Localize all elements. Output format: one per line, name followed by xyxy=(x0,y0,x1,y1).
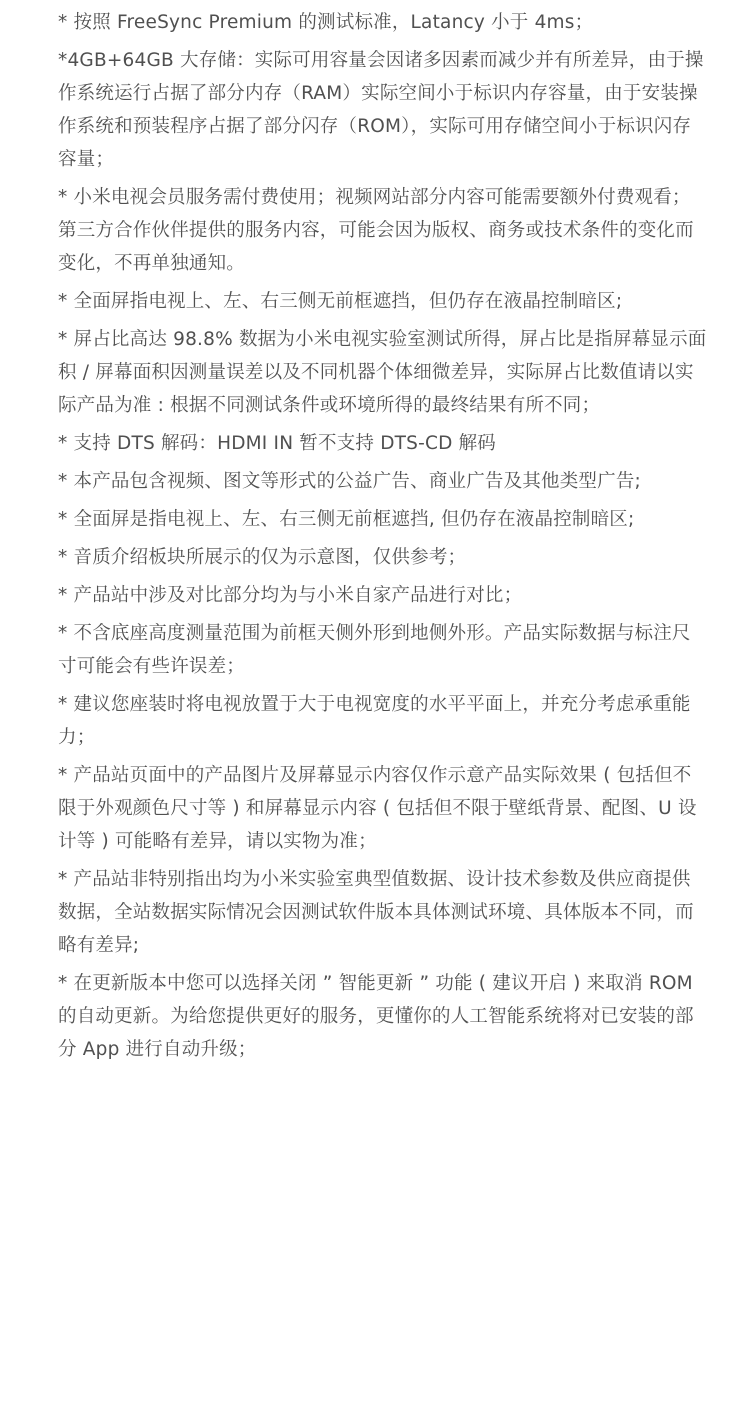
disclaimer-item: * 产品站中涉及对比部分均为与小米自家产品进行对比； xyxy=(58,585,523,606)
disclaimer-item: * 本产品包含视频、图文等形式的公益广告、商业广告及其他类型广告; xyxy=(58,471,641,492)
disclaimer-item: * 全面屏是指电视上、左、右三侧无前框遮挡, 但仍存在液晶控制暗区; xyxy=(58,509,635,530)
disclaimer-item: * 产品站页面中的产品图片及屏幕显示内容仅作示意产品实际效果 ( 包括但不限于外观颜色尺寸等 ) 和屏幕显示内容 ( 包括但不限于壁纸背景、配图、U 设计等 ) 可能略有差异，请以实物为准； xyxy=(58,765,697,852)
disclaimer-item: * 按照 FreeSync Premium 的测试标准，Latancy 小于 4ms； xyxy=(58,12,594,33)
disclaimer-item: * 在更新版本中您可以选择关闭 ” 智能更新 ” 功能 ( 建议开启 ) 来取消 ROM 的自动更新。为给您提供更好的服务，更懂你的人工智能系统将对已安装的部分 App 进行自动升级； xyxy=(58,973,694,1060)
disclaimer-item: * 音质介绍板块所展示的仅为示意图，仅供参考； xyxy=(58,547,467,568)
disclaimer-item: * 小米电视会员服务需付费使用；视频网站部分内容可能需要额外付费观看；第三方合作伙伴提供的服务内容，可能会因为版权、商务或技术条件的变化而变化，不再单独通知。 xyxy=(58,187,694,274)
disclaimer-item: * 支持 DTS 解码：HDMI IN 暂不支持 DTS-CD 解码 xyxy=(58,433,497,454)
disclaimer-list xyxy=(58,6,708,1071)
disclaimer-item: * 建议您座装时将电视放置于大于电视宽度的水平平面上，并充分考虑承重能力； xyxy=(58,694,691,748)
disclaimer-item: * 不含底座高度测量范围为前框天侧外形到地侧外形。产品实际数据与标注尺寸可能会有些许误差； xyxy=(58,623,691,677)
disclaimer-item: * 全面屏指电视上、左、右三侧无前框遮挡，但仍存在液晶控制暗区; xyxy=(58,291,623,312)
disclaimer-item: * 产品站非特别指出均为小米实验室典型值数据、设计技术参数及供应商提供数据，全站数据实际情况会因测试软件版本具体测试环境、具体版本不同，而略有差异; xyxy=(58,869,694,956)
disclaimer-item: * 屏占比高达 98.8% 数据为小米电视实验室测试所得，屏占比是指屏幕显示面积 / 屏幕面积因测量误差以及不同机器个体细微差异，实际屏占比数值请以实际产品为准 : 根据不同测试条件或环境所得的最终结果有所不同； xyxy=(58,329,707,416)
disclaimer-item: *4GB+64GB 大存储：实际可用容量会因诸多因素而减少并有所差异，由于操作系统运行占据了部分内存（RAM）实际空间小于标识内存容量，由于安装操作系统和预装程序占据了部分闪存（ROM），实际可用存储空间小于标识闪存容量； xyxy=(58,50,704,170)
